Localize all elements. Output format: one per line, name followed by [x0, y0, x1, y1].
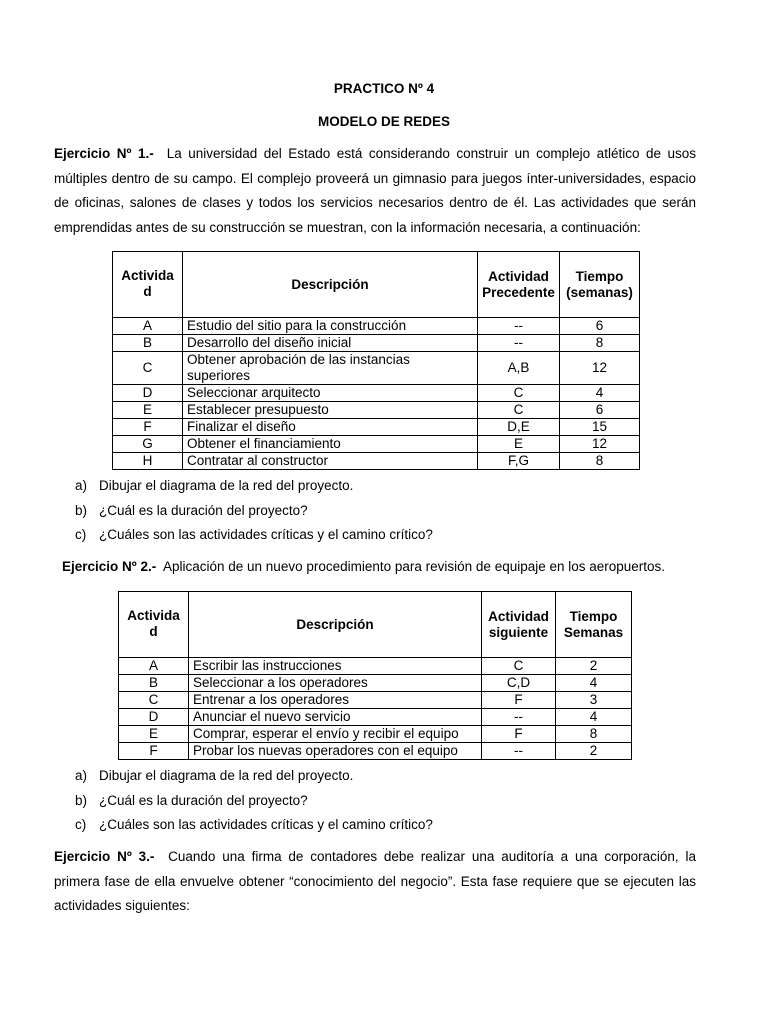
cell-activity: G — [113, 436, 183, 453]
exercise-1-paragraph — [54, 142, 696, 240]
cell-predecessor: E — [478, 436, 560, 453]
cell-activity: B — [113, 335, 183, 352]
col-header-activity: Activida d — [119, 592, 189, 658]
col-header-description: Descripción — [182, 252, 477, 318]
cell-activity: D — [119, 709, 189, 726]
col-header-description: Descripción — [188, 592, 481, 658]
table-row — [113, 453, 640, 470]
cell-predecessor: C — [478, 402, 560, 419]
cell-time: 6 — [559, 402, 639, 419]
cell-activity: B — [119, 675, 189, 692]
question-item — [75, 813, 433, 838]
cell-successor: -- — [482, 709, 556, 726]
question-letter: b) — [75, 502, 88, 518]
question-letter: c) — [75, 527, 87, 542]
table-row — [119, 658, 632, 675]
cell-description: Anunciar el nuevo servicio — [188, 709, 481, 726]
table-row — [113, 419, 640, 436]
cell-time: 8 — [559, 335, 639, 352]
cell-time: 4 — [559, 385, 639, 402]
exercise-1-table — [112, 251, 640, 470]
table-row — [119, 709, 632, 726]
cell-time: 2 — [556, 658, 632, 675]
question-text: Dibujar el diagrama de la red del proyecto. — [99, 478, 354, 493]
cell-activity: F — [119, 743, 189, 760]
question-item — [75, 764, 433, 789]
cell-description: Entrenar a los operadores — [188, 692, 481, 709]
cell-time: 8 — [559, 453, 639, 470]
exercise-3-paragraph — [54, 845, 696, 919]
cell-successor: F — [482, 726, 556, 743]
question-text: Dibujar el diagrama de la red del proyecto. — [99, 768, 354, 783]
exercise-1-text: La universidad del Estado está considerando construir un complejo atlético de usos múltiples dentro de su campo. El complejo proveerá un gimnasio para juegos ínter-universidades, espacio de oficinas, salones de clases y todos los servicios necesarios dentro de él. Las actividades que serán emprendidas antes de su construcción se muestran, con la información necesaria, a continuación: — [54, 146, 696, 235]
cell-predecessor: -- — [478, 318, 560, 335]
cell-time: 8 — [556, 726, 632, 743]
col-header-activity: Activida d — [113, 252, 183, 318]
table-row — [113, 385, 640, 402]
exercise-2-label: Ejercicio Nº 2.- — [62, 559, 157, 574]
cell-description: Seleccionar a los operadores — [188, 675, 481, 692]
cell-time: 6 — [559, 318, 639, 335]
question-letter: a) — [75, 768, 88, 783]
cell-activity: H — [113, 453, 183, 470]
cell-description: Escribir las instrucciones — [188, 658, 481, 675]
question-text: ¿Cuál es la duración del proyecto? — [99, 792, 308, 808]
cell-time: 15 — [559, 419, 639, 436]
question-item — [75, 523, 433, 548]
cell-description: Obtener aprobación de las instancias superiores — [182, 352, 477, 385]
cell-time: 4 — [556, 675, 632, 692]
question-item — [75, 499, 433, 524]
exercise-2-questions — [75, 764, 433, 838]
cell-description: Desarrollo del diseño inicial — [182, 335, 477, 352]
question-item — [75, 474, 433, 499]
table-row — [119, 743, 632, 760]
cell-predecessor: D,E — [478, 419, 560, 436]
cell-activity: C — [113, 352, 183, 385]
table-row — [119, 726, 632, 743]
exercise-2-paragraph — [62, 555, 704, 580]
question-item — [75, 789, 433, 814]
cell-time: 2 — [556, 743, 632, 760]
cell-description: Finalizar el diseño — [182, 419, 477, 436]
page-title: PRACTICO Nº 4 — [333, 81, 435, 96]
exercise-2-table — [118, 591, 632, 760]
col-header-time: Tiempo (semanas) — [559, 252, 639, 318]
cell-activity: A — [113, 318, 183, 335]
page-subtitle: MODELO DE REDES — [317, 114, 450, 129]
col-header-time: Tiempo Semanas — [556, 592, 632, 658]
question-text: ¿Cuáles son las actividades críticas y el camino crítico? — [99, 527, 433, 542]
cell-activity: A — [119, 658, 189, 675]
table-row — [119, 692, 632, 709]
question-letter: b) — [75, 792, 88, 808]
cell-description: Estudio del sitio para la construcción — [182, 318, 477, 335]
cell-activity: F — [113, 419, 183, 436]
exercise-3-label: Ejercicio Nº 3.- — [54, 849, 155, 864]
cell-time: 12 — [559, 436, 639, 453]
cell-time: 3 — [556, 692, 632, 709]
cell-successor: C — [482, 658, 556, 675]
cell-description: Obtener el financiamiento — [182, 436, 477, 453]
cell-activity: D — [113, 385, 183, 402]
cell-predecessor: F,G — [478, 453, 560, 470]
exercise-1-questions — [75, 474, 433, 548]
table-row — [113, 335, 640, 352]
table-header-row — [119, 592, 632, 658]
cell-description: Establecer presupuesto — [182, 402, 477, 419]
table-row — [113, 318, 640, 335]
cell-predecessor: A,B — [478, 352, 560, 385]
cell-activity: E — [113, 402, 183, 419]
cell-description: Probar los nuevas operadores con el equipo — [188, 743, 481, 760]
cell-description: Contratar al constructor — [182, 453, 477, 470]
exercise-3-text: Cuando una firma de contadores debe realizar una auditoría a una corporación, la primera fase de ella envuelve obtener “conocimiento del negocio”. Esta fase requiere que se ejecuten las actividades siguientes: — [54, 849, 696, 913]
col-header-predecessor: Actividad Precedente — [478, 252, 560, 318]
exercise-1-label: Ejercicio Nº 1.- — [54, 146, 154, 161]
question-text: ¿Cuáles son las actividades críticas y el camino crítico? — [99, 817, 433, 832]
cell-description: Seleccionar arquitecto — [182, 385, 477, 402]
exercise-2-text: Aplicación de un nuevo procedimiento para revisión de equipaje en los aeropuertos. — [162, 559, 666, 574]
question-text: ¿Cuál es la duración del proyecto? — [99, 502, 308, 518]
cell-activity: C — [119, 692, 189, 709]
cell-predecessor: -- — [478, 335, 560, 352]
table-row — [119, 675, 632, 692]
question-letter: a) — [75, 478, 88, 493]
col-header-successor: Actividad siguiente — [482, 592, 556, 658]
cell-description: Comprar, esperar el envío y recibir el equipo — [188, 726, 481, 743]
table-header-row — [113, 252, 640, 318]
cell-successor: C,D — [482, 675, 556, 692]
table-row — [113, 402, 640, 419]
cell-activity: E — [119, 726, 189, 743]
cell-successor: F — [482, 692, 556, 709]
cell-predecessor: C — [478, 385, 560, 402]
cell-time: 12 — [559, 352, 639, 385]
question-letter: c) — [75, 817, 87, 832]
table-row — [113, 436, 640, 453]
table-row — [113, 352, 640, 385]
cell-time: 4 — [556, 709, 632, 726]
cell-successor: -- — [482, 743, 556, 760]
